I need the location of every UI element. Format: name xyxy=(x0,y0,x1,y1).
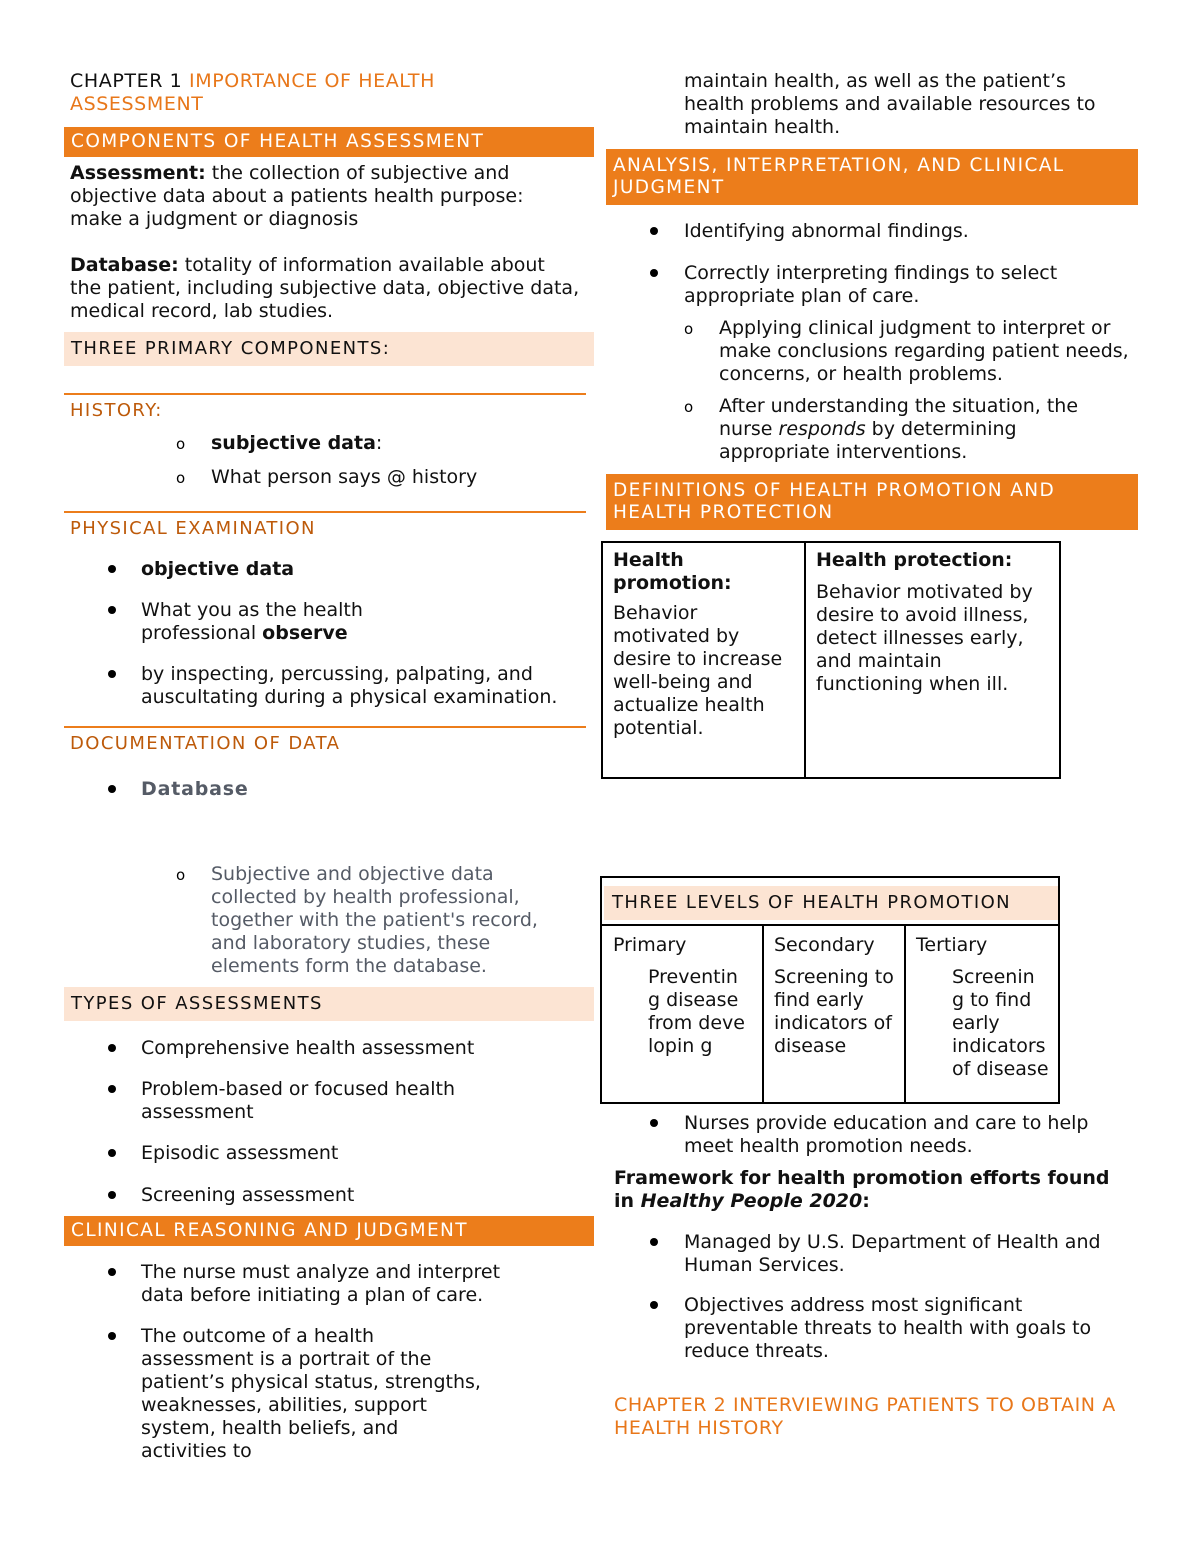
levels-heading: THREE LEVELS OF HEALTH PROMOTION xyxy=(604,886,1058,920)
history-item: o What person says @ history xyxy=(64,466,594,489)
framework-item: Objectives address most significant preventable threats to health with goals to reduce threats. xyxy=(606,1294,1124,1363)
level-tertiary-label: Tertiary xyxy=(916,934,988,956)
level-primary xyxy=(613,934,758,1058)
analysis-heading: ANALYSIS, INTERPRETATION, AND CLINICAL JUDGMENT xyxy=(606,149,1138,205)
health-promotion-title: Health promotion: xyxy=(613,549,732,594)
database-definition xyxy=(64,254,586,323)
framework-heading-text: Framework for health promotion efforts found in xyxy=(614,1167,1110,1212)
nurses-item: Nurses provide education and care to help meet health promotion needs. xyxy=(606,1112,1124,1158)
framework-heading xyxy=(606,1167,1134,1213)
documentation-heading: DOCUMENTATION OF DATA xyxy=(64,726,586,755)
analysis-subitem: o Applying clinical judgment to interpret or make conclusions regarding patient needs, concerns, or health problems. xyxy=(606,317,1129,386)
analysis-subitem xyxy=(606,395,1129,464)
left-column xyxy=(64,70,594,1463)
documentation-item-bold: Database xyxy=(141,778,249,800)
health-promotion-text: Behavior motivated by desire to increase well-being and actualize health potential. xyxy=(613,602,783,739)
analysis-subitem-emphasis: responds xyxy=(778,418,866,440)
types-item: Problem-based or focused health assessment xyxy=(64,1078,491,1124)
health-protection-title: Health protection: xyxy=(816,549,1013,571)
levels-divider xyxy=(602,924,1058,926)
clinical-item: The outcome of a health assessment is a portrait of the patient’s physical status, strengths, weaknesses, abilities, support system, health beliefs, and activities to xyxy=(64,1325,481,1463)
physical-exam-item xyxy=(64,599,421,645)
physical-exam-heading: PHYSICAL EXAMINATION xyxy=(64,511,586,540)
history-item-rest: : xyxy=(375,432,383,454)
assessment-text: the collection of subjective and objective data about a patients health purpose: make a judgment or diagnosis xyxy=(70,162,524,230)
levels-divider xyxy=(762,924,764,1102)
health-promotion-levels-table xyxy=(600,876,1060,1104)
level-secondary-text: Screening to find early indicators of disease xyxy=(774,966,894,1057)
documentation-subitem: o Subjective and objective data collected by health professional, together with the patient's record, and laboratory studies, these elements form the database. xyxy=(64,863,561,978)
analysis-item: Identifying abnormal findings. xyxy=(606,220,1138,243)
chapter-1-prefix: CHAPTER 1 xyxy=(70,70,189,92)
analysis-subitem-text: by determining appropriate interventions. xyxy=(719,418,1017,463)
level-tertiary xyxy=(916,934,1056,1081)
types-item: Comprehensive health assessment xyxy=(64,1037,594,1060)
health-protection-text: Behavior motivated by desire to avoid illness, detect illnesses early, and maintain functioning when ill. xyxy=(816,581,1033,695)
framework-heading-colon: : xyxy=(862,1190,870,1212)
continuation-text: maintain health, as well as the patient’s health problems and available resources to maintain health. xyxy=(684,70,1096,138)
clinical-item: The nurse must analyze and interpret data before initiating a plan of care. xyxy=(64,1261,501,1307)
types-item: Episodic assessment xyxy=(64,1142,594,1165)
levels-divider xyxy=(904,924,906,1102)
analysis-subitem-text: After understanding the situation, the nurse xyxy=(719,395,1079,440)
physical-exam-item xyxy=(64,558,594,581)
level-secondary xyxy=(774,934,902,1058)
documentation-item xyxy=(64,778,594,801)
history-heading: HISTORY: xyxy=(64,393,586,422)
definitions-heading: DEFINITIONS OF HEALTH PROMOTION AND HEALTH PROTECTION xyxy=(606,474,1138,530)
chapter-1-name: IMPORTANCE OF HEALTH ASSESSMENT xyxy=(70,70,435,115)
components-heading: COMPONENTS OF HEALTH ASSESSMENT xyxy=(64,127,594,157)
level-secondary-label: Secondary xyxy=(774,934,875,956)
physical-exam-item: by inspecting, percussing, palpating, and auscultating during a physical examination. xyxy=(64,663,594,709)
chapter-1-title xyxy=(64,70,506,116)
level-primary-text: Preventin g disease from developin g xyxy=(648,966,745,1057)
database-term: Database: xyxy=(70,254,179,276)
definitions-table xyxy=(601,541,1061,779)
database-text: totality of information available about the patient, including subjective data, objective data, medical record, lab studies. xyxy=(70,254,580,322)
health-promotion-cell xyxy=(602,542,805,778)
clinical-reasoning-heading: CLINICAL REASONING AND JUDGMENT xyxy=(64,1216,594,1246)
level-primary-label: Primary xyxy=(613,934,687,956)
analysis-item: Correctly interpreting findings to select appropriate plan of care. xyxy=(606,262,1084,308)
history-item xyxy=(64,432,594,455)
physical-exam-item-bold: objective data xyxy=(141,558,295,580)
three-primary-heading: THREE PRIMARY COMPONENTS: xyxy=(64,332,594,366)
framework-item: Managed by U.S. Department of Health and Human Services. xyxy=(606,1231,1124,1277)
health-protection-cell xyxy=(805,542,1060,778)
physical-exam-item-bold: observe xyxy=(262,622,348,644)
physical-exam-item-text: What you as the health professional xyxy=(141,599,363,644)
types-item: Screening assessment xyxy=(64,1184,594,1207)
assessment-term: Assessment: xyxy=(70,162,206,184)
chapter-2-title: CHAPTER 2 INTERVIEWING PATIENTS TO OBTAIN A HEALTH HISTORY xyxy=(614,1394,1116,1439)
level-tertiary-text: Screenin g to find early indicators of disease xyxy=(952,966,1049,1080)
right-lower-section xyxy=(606,1112,1138,1440)
assessment-definition xyxy=(64,162,556,231)
types-heading: TYPES OF ASSESSMENTS xyxy=(64,987,594,1021)
framework-heading-emphasis: Healthy People 2020 xyxy=(640,1190,863,1212)
right-column xyxy=(606,70,1138,530)
history-item-bold: subjective data xyxy=(211,432,376,454)
